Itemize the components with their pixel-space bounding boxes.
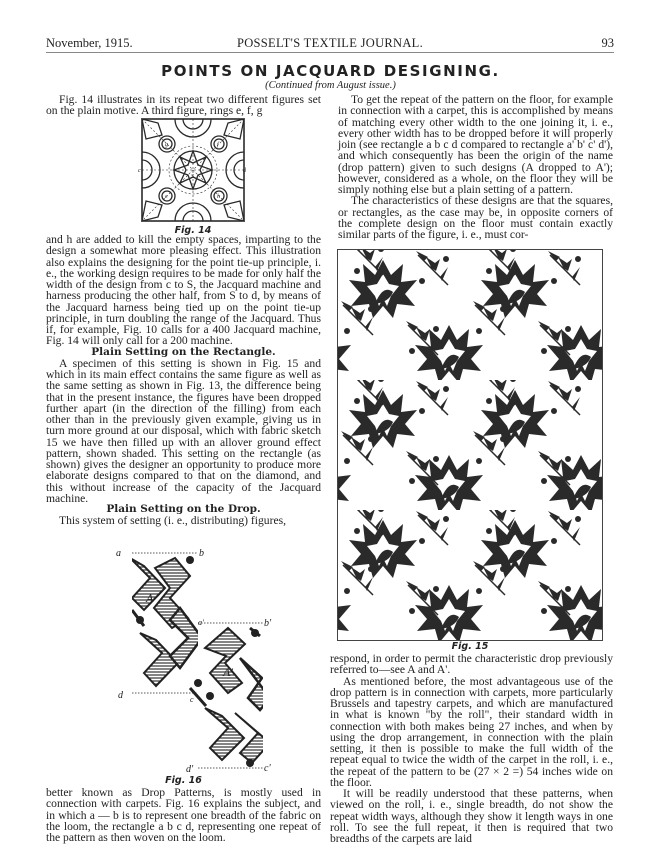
article-subtitle: (Continued from August issue.) <box>265 80 396 91</box>
left-column-top <box>46 94 321 117</box>
fig15-caption: Fig. 15 <box>451 641 489 652</box>
figure-16 <box>110 548 270 778</box>
right-paragraph-4: As mentioned before, the most advantageous use of the drop pattern is in connection with carpets, more particularly Brussels and tapestry carpets, and which are manufactured in what is known "by the roll", their standard width in connection with both makes being 27 inches, and when by using the drop arrangement, in connection with the plain setting, it then is possible to make the full width of the repeat equal to twice the width of the carpet in the roll, i. e., the repeat of the pattern to be (27 × 2 =) 54 inches wide on the floor. <box>330 674 613 789</box>
fig16-label-a-prime: a' <box>198 618 204 627</box>
header-journal: POSSELT'S TEXTILE JOURNAL. <box>236 36 424 50</box>
fig14-label-c: c <box>138 168 141 174</box>
left-paragraph-3: A specimen of this setting is shown in Fig. 15 and which in its main effect contains the same figure as well as the same setting as shown in Fig. 13, the difference being that in the present instance, the figures have been dropped further apart (in the direction of the filling) from each other than in the previously given example, giving us in turn more ground at our disposal, which with fabric sketch 15 we have then filled up with an allover ground effect pattern, shown shaded. This setting on the rectangle (as shown) gives the designer an opportunity to produce more elaborate designs compared to that on the diamond, and this without increase of the capacity of the Jacquard machine. <box>46 356 321 505</box>
figure-15 <box>337 249 603 641</box>
right-paragraph-5: It will be readily understood that these patterns, when viewed on the roll, i. e., single breadth, do not show the repeat width ways, although they show it length ways in one roll. To see the full repeat, it then is required that two breadths of the carpets are laid <box>330 787 613 845</box>
fig14-diagram <box>140 117 246 223</box>
left-paragraph-1: Fig. 14 illustrates in its repeat two different figures set on the plain motive. A third figure, rings e, f, g <box>46 93 321 118</box>
header-page-number: 93 <box>601 36 614 50</box>
right-column-top <box>338 94 613 240</box>
section-heading-rectangle: Plain Setting on the Rectangle. <box>91 345 276 358</box>
header-date: November, 1915. <box>46 36 133 50</box>
fig14-caption: Fig. 14 <box>174 225 212 236</box>
figure-14 <box>140 117 246 236</box>
right-paragraph-1: To get the repeat of the pattern on the floor, for example in connection with a carpet, this is accomplished by means of matching every other width to the one joining it, i. e., every other width has to be dropped before it will properly join (see rectangle a b c d compared to rectangle a' b' c' d'), and which consequently has been the origin of the name (drop pattern) given to such designs (A dropped to A'); however, considered as a whole, on the floor they will be simply nothing else but a plain setting of a pattern. <box>338 93 613 196</box>
fig15-floral-pattern <box>338 250 602 640</box>
fig16-label-A-prime: A' <box>223 665 233 679</box>
left-paragraph-4: This system of setting (i. e., distributing) figures, <box>59 514 287 528</box>
fig16-label-c-prime: c' <box>264 763 271 774</box>
left-paragraph-5: better known as Drop Patterns, is mostly used in connection with carpets. Fig. 16 explains the subject, and in which a — b is to represent one breadth of the fabric on the loom, the rectangle a b c d, representing one repeat of the pattern as then woven on the loom. <box>46 786 321 844</box>
fig16-label-d-prime: d' <box>186 764 194 775</box>
fig14-label-f: f <box>217 142 219 148</box>
left-column-middle <box>46 234 321 527</box>
article-title: POINTS ON JACQUARD DESIGNING. <box>161 62 500 80</box>
right-paragraph-2: The characteristics of these designs are that the squares, or rectangles, as the case may be, in opposite corners of the complete design on the floor must contain exactly similar parts of the figure, i. e., must cor- <box>338 194 613 241</box>
right-paragraph-3: respond, in order to permit the characteristic drop previously referred to—see A and A'. <box>330 652 613 677</box>
fig16-diagram <box>110 548 270 778</box>
fig14-label-g: g <box>165 142 168 148</box>
fig14-label-h: h <box>217 194 220 200</box>
left-paragraph-2: and h are added to kill the empty spaces, imparting to the design a somewhat more pleasing effect. This illustration also explains the designing for the point tie-up principle, i. e., the working design requires to be made for only half the width of the design from c to S, the Jacquard machine and harness producing the other half, from S to d, by means of the Jacquard harness being tied up on the point tie-up principle, in turn doubling the range of the Jacquard. Thus if, for example, Fig. 10 calls for a 400 Jacquard machine, Fig. 14 will only call for a 200 machine. <box>46 233 321 348</box>
fig14-label-e: e <box>165 194 168 200</box>
fig16-label-b: b <box>199 548 204 559</box>
fig16-label-d: d <box>118 690 123 701</box>
fig14-label-d: d <box>243 168 246 174</box>
fig16-label-b-prime: b' <box>264 618 272 629</box>
running-header <box>46 36 614 53</box>
section-heading-drop: Plain Setting on the Drop. <box>106 503 261 515</box>
fig14-label-s: S <box>191 174 194 180</box>
fig16-label-a: a <box>116 548 121 559</box>
fig16-label-A: A <box>146 591 154 605</box>
fig16-label-c: c <box>190 695 194 704</box>
left-column-bottom <box>46 787 321 843</box>
fig16-caption: Fig. 16 <box>165 775 202 786</box>
right-column-bottom <box>330 653 613 844</box>
